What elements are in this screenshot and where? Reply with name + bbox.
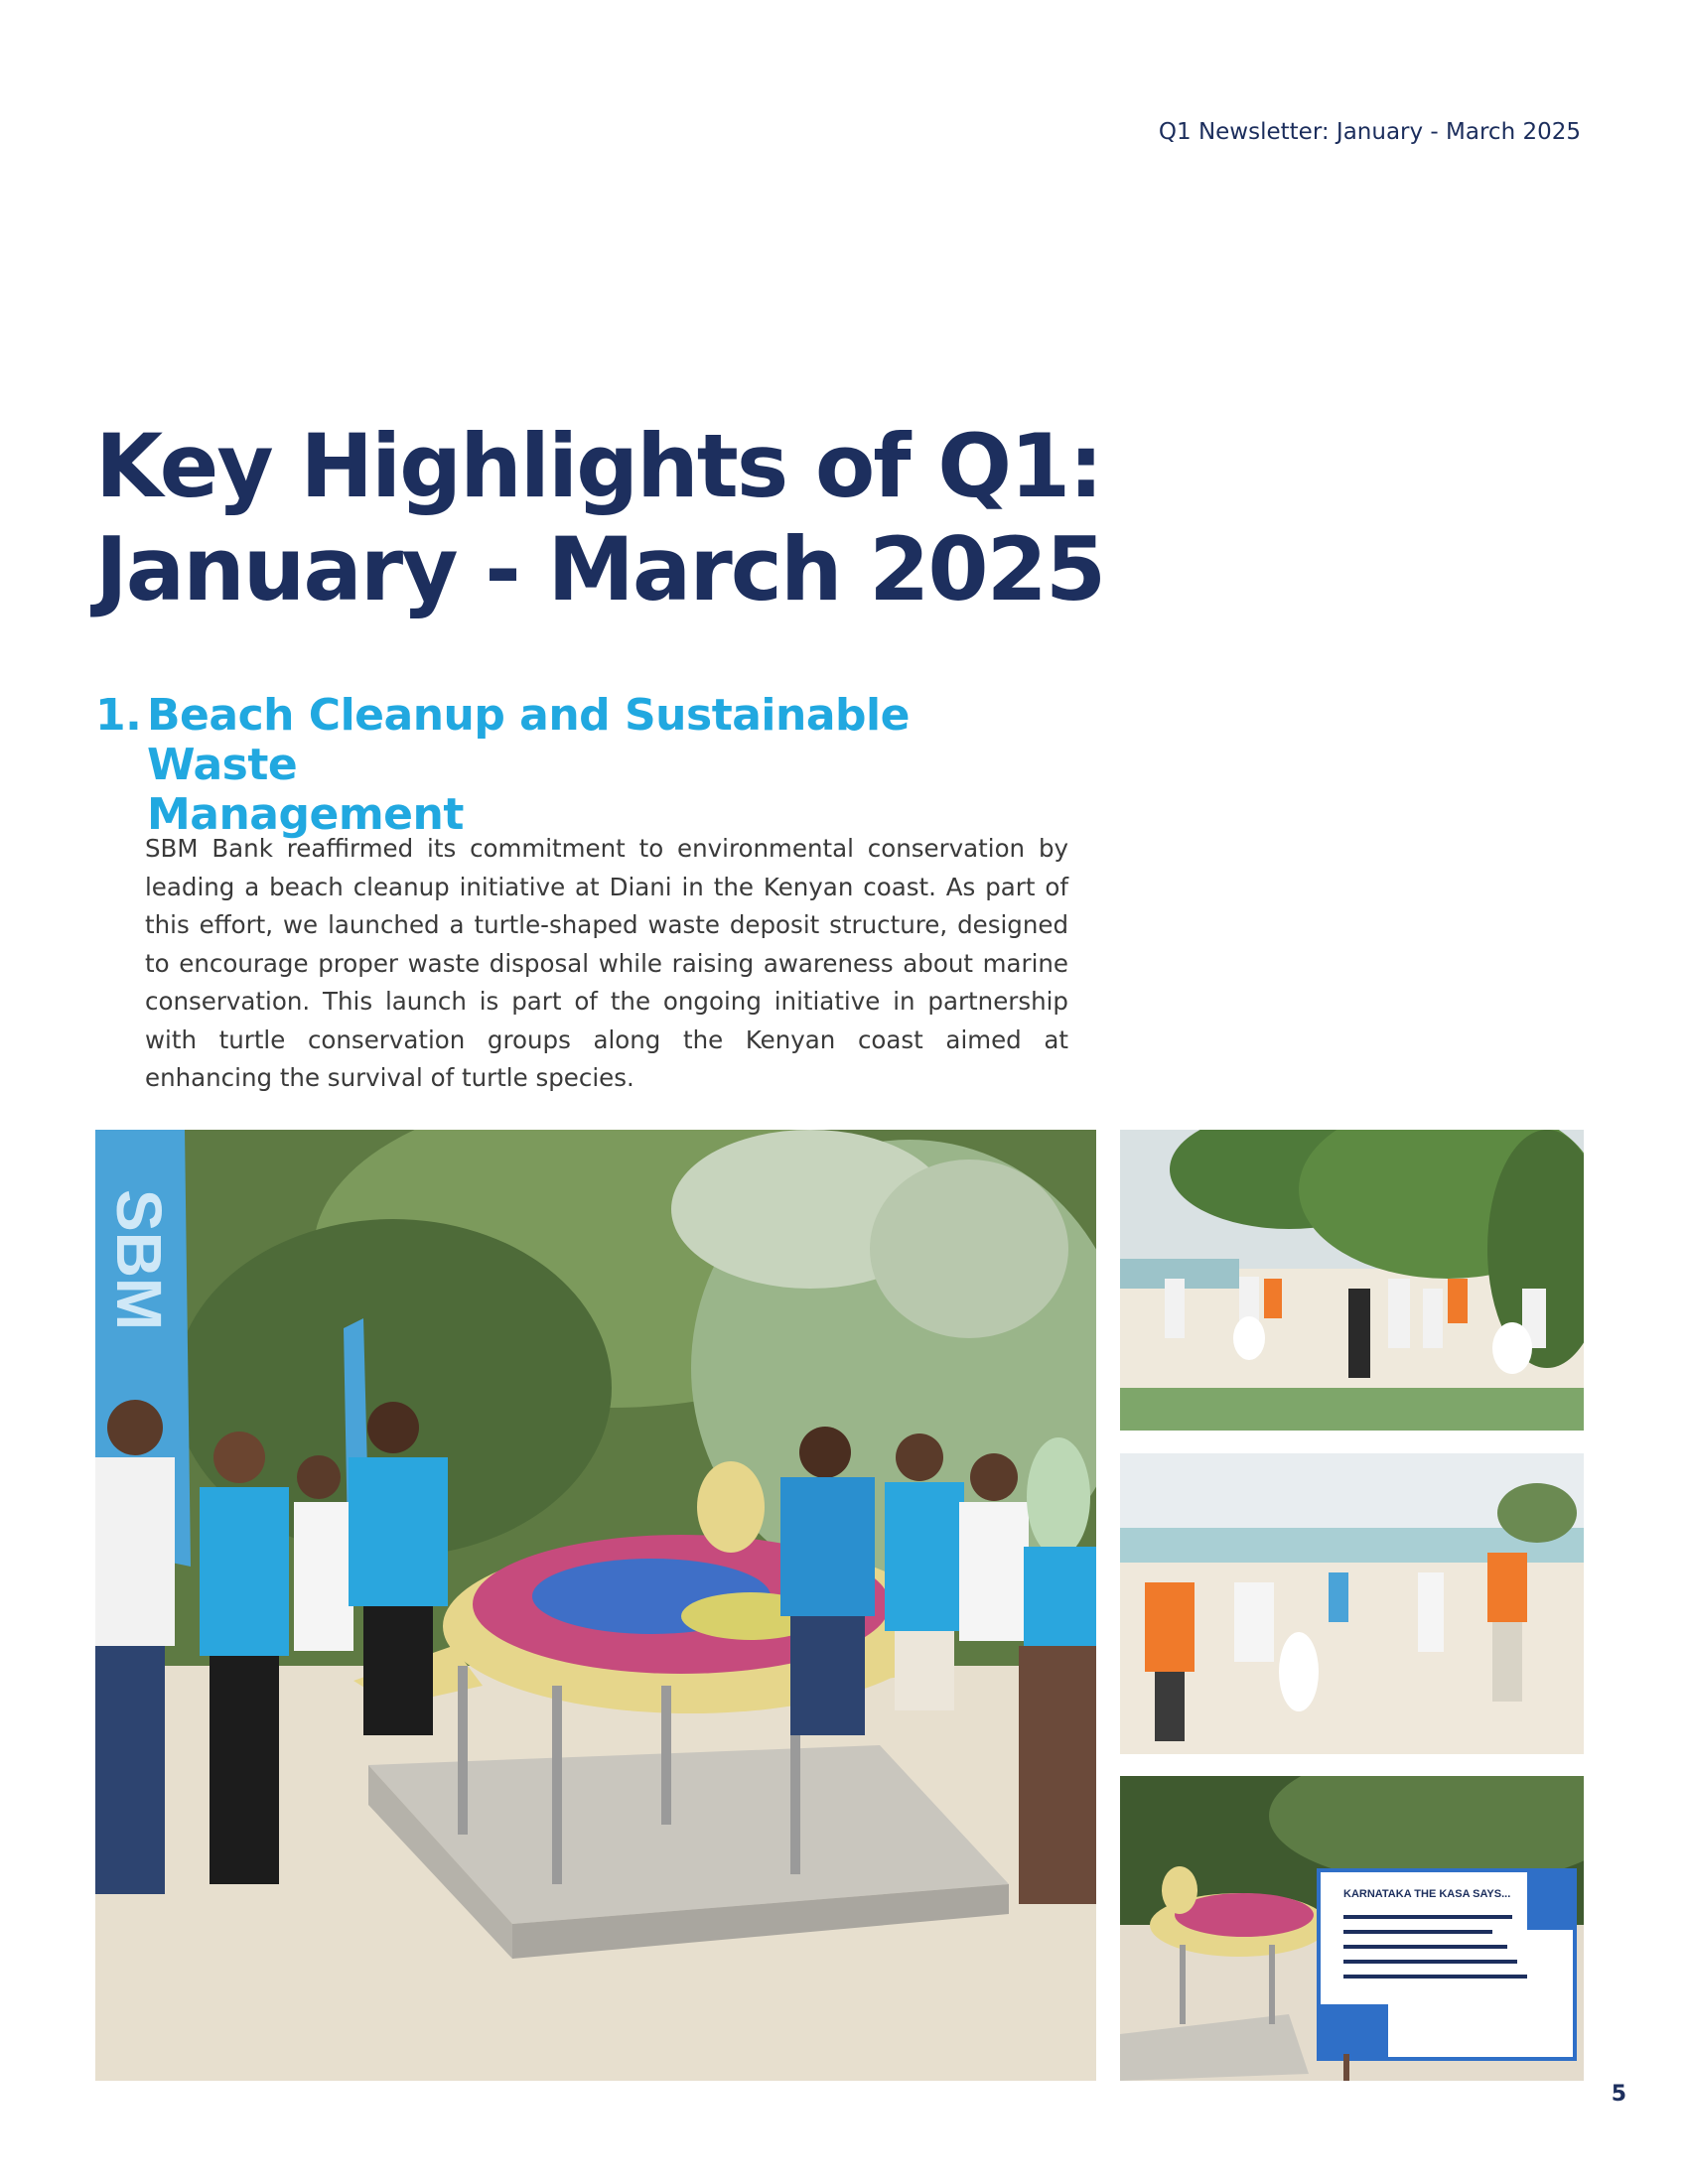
section-heading: [95, 691, 1049, 840]
section-title: [147, 691, 1049, 840]
newsletter-header: Q1 Newsletter: January - March 2025: [1158, 119, 1581, 145]
section-title-line-1: Beach Cleanup and Sustainable Waste: [147, 690, 910, 790]
section-number: 1.: [95, 690, 142, 741]
page-number: 5: [1611, 2082, 1626, 2107]
photo-turtle-sign: [1120, 1776, 1584, 2081]
sign-heading: KARNATAKA THE KASA SAYS...: [1343, 1888, 1511, 1900]
page-title-line-2: January - March 2025: [95, 518, 1105, 620]
photo-cleanup-shoreline: [1120, 1453, 1584, 1754]
photo-cleanup-palms: [1120, 1130, 1584, 1431]
section-title-line-2: Management: [147, 789, 464, 840]
section-body: SBM Bank reaffirmed its commitment to environmental conservation by leading a beach cleanup initiative at Diani in the Kenyan coast. As part of this effort, we launched a turtle-shaped waste deposit structure, designed to encourage proper waste disposal while raising awareness about marine conservation. This launch is part of the ongoing initiative in partnership with turtle conservation groups along the Kenyan coast aimed at enhancing the survival of turtle species.: [145, 834, 1068, 1092]
page-title: [95, 415, 1188, 621]
page-title-line-1: Key Highlights of Q1:: [95, 415, 1102, 517]
banner-text: SBM: [103, 1189, 175, 1331]
main-photo-turtle-structure: [95, 1130, 1096, 2081]
